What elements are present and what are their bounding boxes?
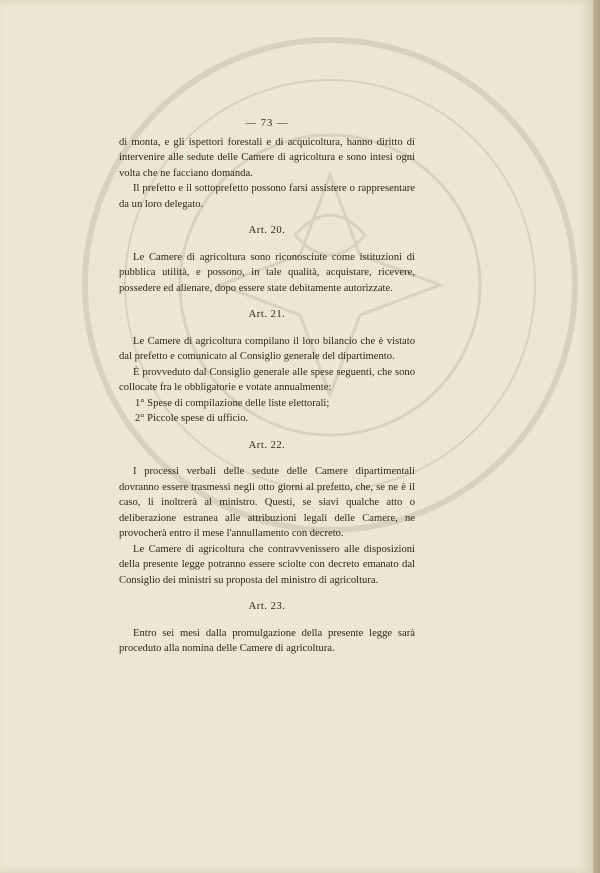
article-paragraph: Le Camere di agricoltura che contravvenissero alle disposizioni della presente legge potranno essere sciolte con decreto emanato dal Consiglio dei ministri su proposta del ministro di agricoltura. xyxy=(119,543,415,586)
article-heading: Art. 21. xyxy=(248,309,286,320)
article-heading: Art. 22. xyxy=(248,439,286,451)
article-paragraph: È provveduto dal Consiglio generale alle spese seguenti, che sono collocate fra le obbligatorie e votate annualmente: xyxy=(119,366,415,393)
article-paragraph: Le Camere di agricoltura sono riconosciute come istituzioni di pubblica utilità, e possono, in tale qualità, acquistare, ricevere, possedere ed alienare, dopo essere state debitamente autorizzate. xyxy=(119,251,415,294)
article-paragraph: I processi verbali delle sedute delle Camere dipartimentali dovranno essere trasmessi negli otto giorni al prefetto, che, se ne è il caso, li inoltrerà al ministro. Questi, se siavi qualche atto o deliberazione estranea alle attribuzioni legali delle Camere, ne provocherà entro il mese l'annullamento con decreto. xyxy=(119,466,415,539)
article-paragraph: Entro sei mesi dalla promulgazione della presente legge sarà proceduto alla nomina delle Camere di agricoltura. xyxy=(119,627,415,654)
page-number: — 73 — xyxy=(245,118,289,129)
article-heading: Art. 20. xyxy=(248,225,286,236)
list-item: 1° Spese di compilazione delle liste elettorali; xyxy=(135,397,330,409)
book-spine-edge xyxy=(593,0,600,873)
intro-paragraph: Il prefetto e il sottoprefetto possono farsi assistere o rappresentare da un loro delegato. xyxy=(119,183,415,210)
text-column xyxy=(119,116,415,657)
article-heading: Art. 23. xyxy=(248,601,286,612)
intro-paragraph: di monta, e gli ispettori forestali e di acquicoltura, hanno diritto di intervenire alle sedute delle Camere di agricoltura e sono intesi ogni volta che ne facciano domanda. xyxy=(119,136,415,179)
article-paragraph: Le Camere di agricoltura compilano il loro bilancio che è vistato dal prefetto e comunicato al Consiglio generale del dipartimento. xyxy=(119,335,415,362)
list-item: 2° Piccole spese di ufficio. xyxy=(135,413,249,424)
